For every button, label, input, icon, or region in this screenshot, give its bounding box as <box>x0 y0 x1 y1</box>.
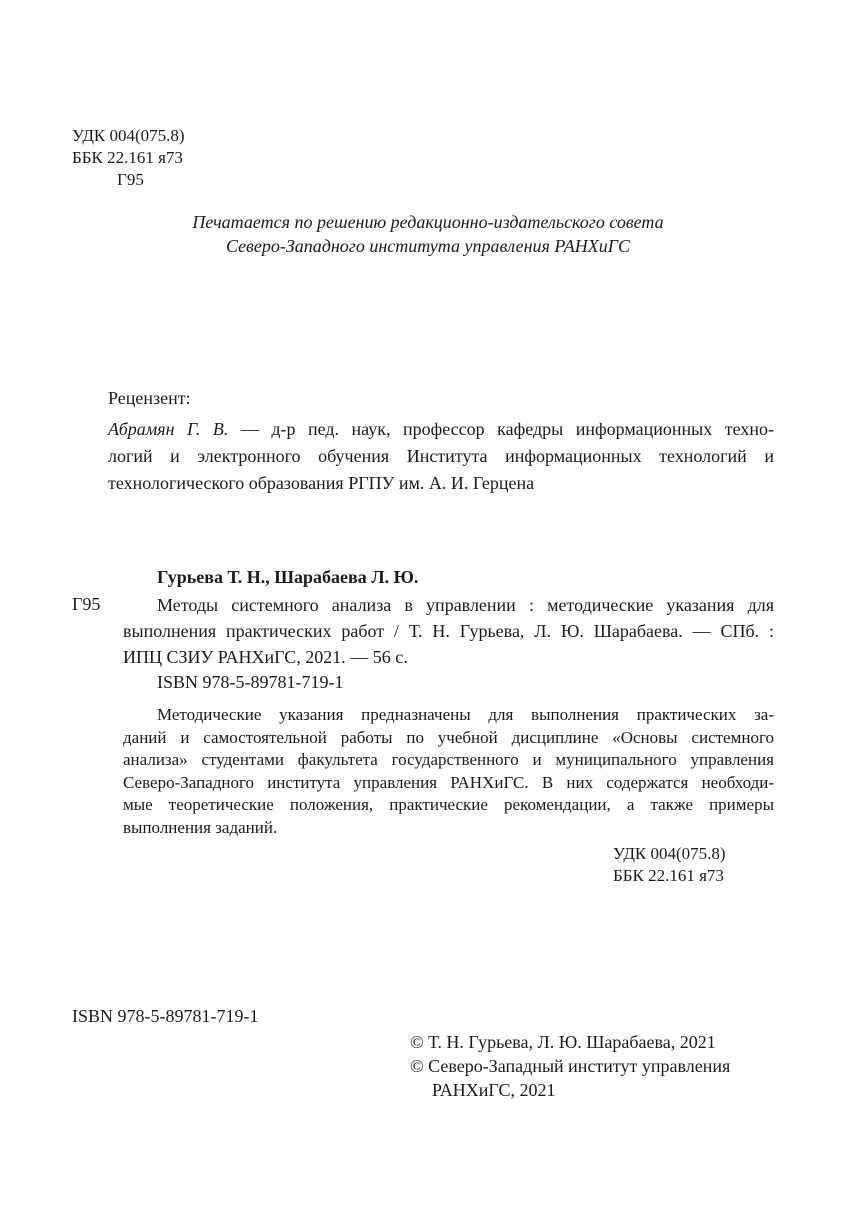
reviewer-block <box>108 416 774 497</box>
bib-mark: Г95 <box>72 594 101 614</box>
annotation-line-5: мые теоретические положения, практические рекомендации, а также примеры <box>123 795 774 815</box>
annotation-line-6: выполнения заданий. <box>123 817 278 837</box>
bib-isbn: ISBN 978-5-89781-719-1 <box>157 672 344 692</box>
header-author-mark: Г95 <box>117 170 144 189</box>
reviewer-line-2: логий и электронного обучения Института информационных технологий и <box>108 446 774 466</box>
reviewer-label: Рецензент: <box>108 388 191 408</box>
annotation <box>123 704 774 840</box>
bib-line-1: Методы системного анализа в управлении : методические указания для <box>157 595 774 615</box>
copyright-institute-line-1: © Северо-Западный институт управления <box>410 1056 731 1076</box>
bib-description <box>123 592 774 670</box>
header-bbk: ББК 22.161 я73 <box>72 148 183 167</box>
bib-authors: Гурьева Т. Н., Шарабаева Л. Ю. <box>157 567 419 587</box>
reviewer-name: Абрамян Г. В. <box>108 419 229 439</box>
annotation-udk: УДК 004(075.8) <box>613 844 726 863</box>
copyright-authors: © Т. Н. Гурьева, Л. Ю. Шарабаева, 2021 <box>410 1032 716 1052</box>
bib-line-3: ИПЦ СЗИУ РАНХиГС, 2021. — 56 с. <box>123 647 408 667</box>
imprint-note-line-1: Печатается по решению редакционно-издательского совета <box>192 212 664 232</box>
copyright-block <box>410 1030 730 1102</box>
footer-isbn: ISBN 978-5-89781-719-1 <box>72 1006 259 1026</box>
annotation-line-2: даний и самостоятельной работы по учебной дисциплине «Основы системного <box>123 727 774 747</box>
annotation-line-4: Северо-Западного института управления РАНХиГС. В них содержатся необходи- <box>123 772 774 792</box>
reviewer-line-1-rest: — д-р пед. наук, профессор кафедры информационных техно- <box>228 419 774 439</box>
annotation-line-3: анализа» студентами факультета государственного и муниципального управления <box>123 750 774 770</box>
imprint-note-line-2: Северо-Западного института управления РАНХиГС <box>225 236 631 256</box>
reviewer-line-1 <box>108 416 774 443</box>
bib-line-2: выполнения практических работ / Т. Н. Гурьева, Л. Ю. Шарабаева. — СПб. : <box>123 621 774 641</box>
header-udk: УДК 004(075.8) <box>72 126 185 145</box>
imprint-note <box>108 210 748 258</box>
reviewer-line-3: технологического образования РГПУ им. А. И. Герцена <box>108 473 535 493</box>
annotation-bbk: ББК 22.161 я73 <box>613 866 724 885</box>
copyright-institute-line-2: РАНХиГС, 2021 <box>432 1080 556 1100</box>
annotation-line-1: Методические указания предназначены для выполнения практических за- <box>157 705 774 724</box>
